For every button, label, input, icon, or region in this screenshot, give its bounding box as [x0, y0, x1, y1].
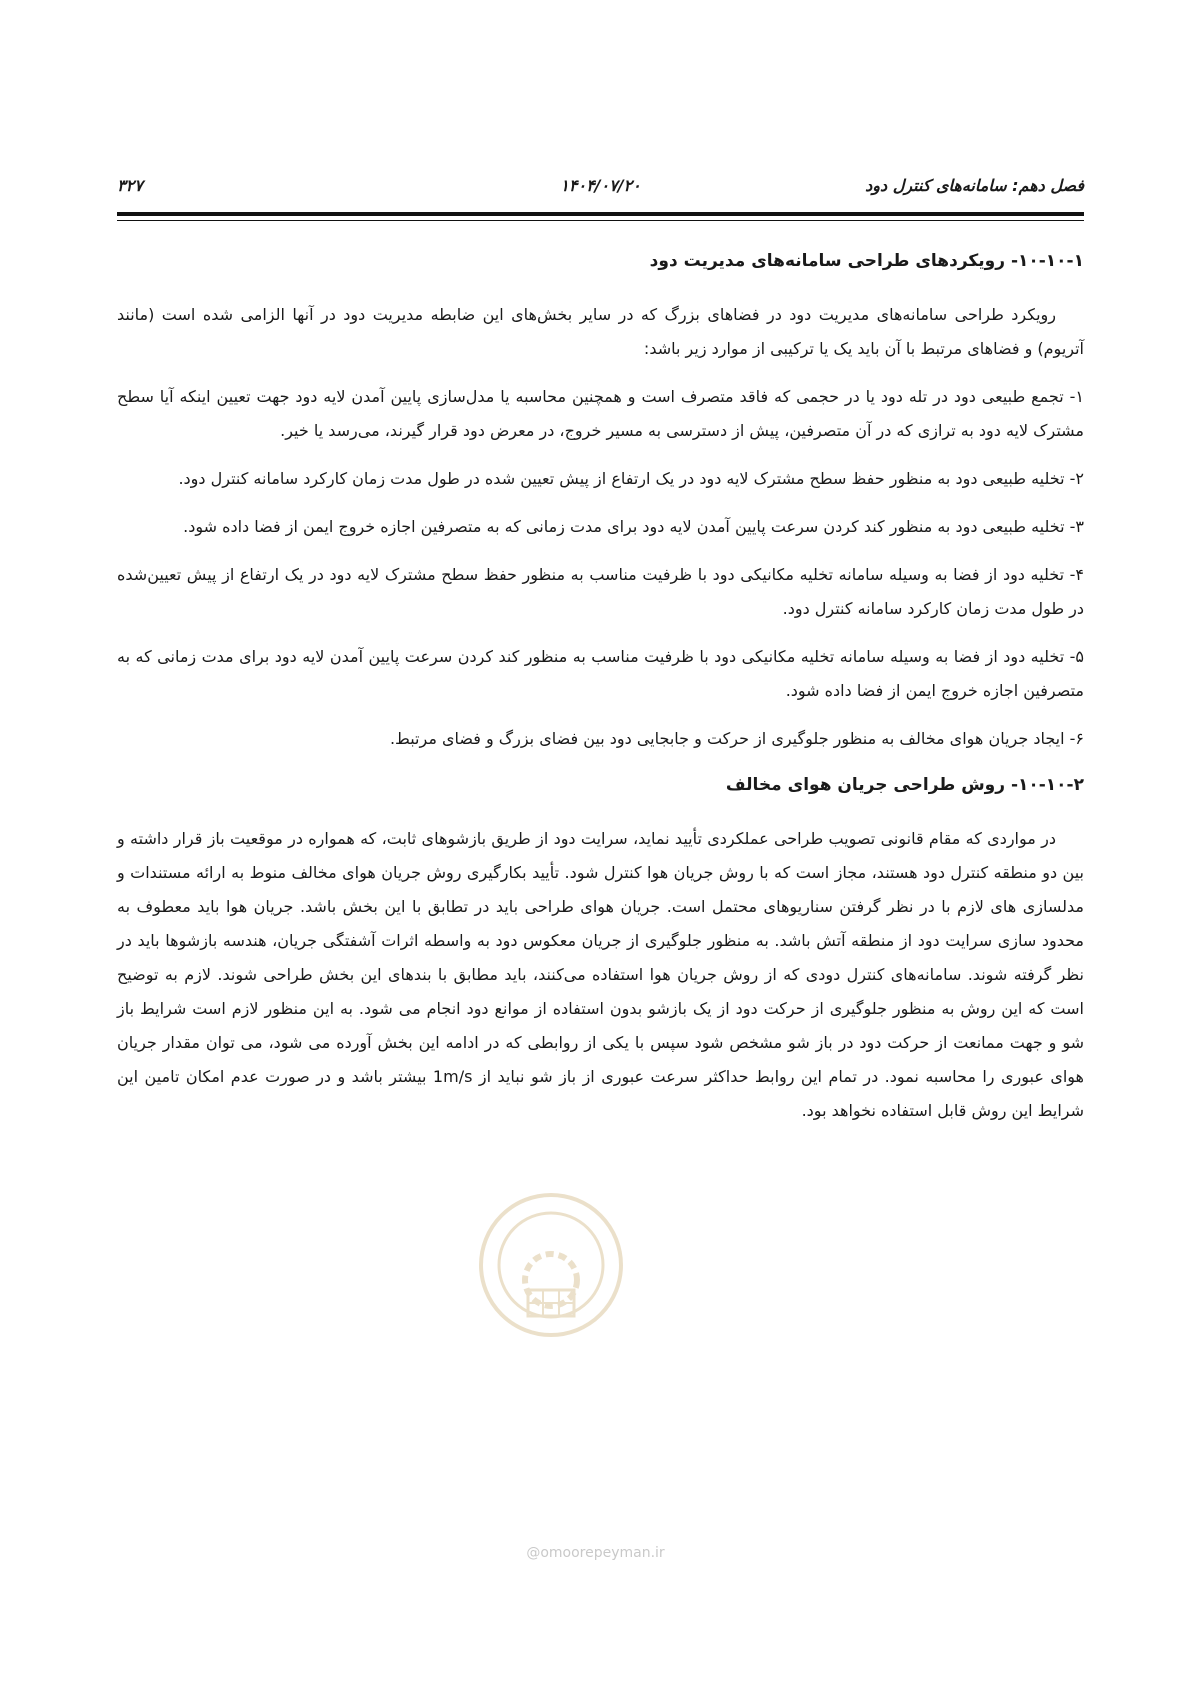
list-item: ۲- تخلیه طبیعی دود به منظور حفظ سطح مشترک لایه دود در یک ارتفاع از پیش تعیین شده در طول مدت زمان کارکرد سامانه کنترل دود.	[178, 469, 1084, 488]
header-rule-thin	[117, 220, 1084, 221]
section-body: در مواردی که مقام قانونی تصویب طراحی عملکردی تأیید نماید، سرایت دود از طریق بازشوهای ثابت، که همواره در موقعیت باز قرار داشته و بین دو منطقه کنترل دود هستند، مجاز است که با روش جریان هوا کنترل شود. تأیید بکارگیری روش جریان هوای مخالف منوط به ارائه مستندات و مدلسازی های لازم با در نظر گرفتن سناریوهای محتمل است. جریان هوای طراحی باید در تطابق با این بخش باشد. جریان هوا باید معطوف به محدود سازی سرایت دود از منطقه آتش باشد. به منظور جلوگیری از جریان معکوس دود به واسطه اثرات آشفتگی جریان، هندسه بازشوها باید در نظر گرفته شوند. سامانه‌های کنترل دودی که از روش جریان هوا استفاده می‌کنند، باید مطابق با بندهای این بخش طراحی شوند. لازم به توضیح است که این روش به منظور جلوگیری از حرکت دود از یک بازشو بدون استفاده از موانع دود انجام می شود. به این منظور لازم است شرایط باز شو و جهت ممانعت از حرکت دود در باز شو مشخص شود سپس با یکی از روابطی که در ادامه این بخش آورده می شود، می توان مقدار جریان هوای عبوری را محاسبه نمود. در تمام این روابط حداکثر سرعت عبوری از باز شو نباید از 1m/s بیشتر باشد و در صورت عدم امکان تامین این شرایط این روش قابل استفاده نخواهد بود.	[117, 829, 1084, 1120]
page-content	[117, 246, 1084, 1142]
section-heading-2: ۱۰-۱۰-۲- روش طراحی جریان هوای مخالف	[725, 775, 1084, 795]
section-heading-1: ۱۰-۱۰-۱- رویکردهای طراحی سامانه‌های مدیریت دود	[649, 251, 1084, 271]
list-item: ۱- تجمع طبیعی دود در تله دود یا در حجمی که فاقد متصرف است و همچنین محاسبه یا مدل‌سازی پایین آمدن لایه دود جهت تعیین اینکه آیا سطح مشترک لایه دود به ترازی که در آن متصرفین، پیش از دسترسی به مسیر خروج، در معرض دود قرار گیرند، می‌رسد یا خیر.	[117, 387, 1084, 440]
section-intro: رویکرد طراحی سامانه‌های مدیریت دود در فضاهای بزرگ که در سایر بخش‌های این ضابطه مدیریت دود در آنها الزامی شده است (مانند آتریوم) و فضاهای مرتبط با آن باید یک یا ترکیبی از موارد زیر باشد:	[117, 305, 1084, 358]
list-item: ۶- ایجاد جریان هوای مخالف به منظور جلوگیری از حرکت و جابجایی دود بین فضای بزرگ و فضای مرتبط.	[389, 729, 1084, 748]
header-date: ۱۴۰۴/۰۷/۲۰	[560, 176, 641, 195]
list-item: ۴- تخلیه دود از فضا به وسیله سامانه تخلیه مکانیکی دود با ظرفیت مناسب به منظور حفظ سطح مشترک لایه دود در یک ارتفاع از پیش تعیین‌شده در طول مدت زمان کارکرد سامانه کنترل دود.	[117, 565, 1084, 618]
watermark-seal-icon	[476, 1190, 626, 1340]
list-item: ۳- تخلیه طبیعی دود به منظور کند کردن سرعت پایین آمدن لایه دود برای مدت زمانی که به متصرفین اجازه خروج ایمن از فضا داده شود.	[183, 517, 1084, 536]
document-page	[117, 0, 1084, 1684]
chapter-title: فصل دهم: سامانه‌های کنترل دود	[865, 176, 1084, 195]
page-header	[117, 176, 1084, 202]
list-item: ۵- تخلیه دود از فضا به وسیله سامانه تخلیه مکانیکی دود با ظرفیت مناسب به منظور کند کردن سرعت پایین آمدن لایه دود برای مدت زمانی که به متصرفین اجازه خروج ایمن از فضا داده شود.	[117, 647, 1084, 700]
header-rule-thick	[117, 212, 1084, 216]
watermark-text: @omoorepeyman.ir	[526, 1545, 665, 1561]
page-number: ۳۲۷	[117, 176, 143, 195]
